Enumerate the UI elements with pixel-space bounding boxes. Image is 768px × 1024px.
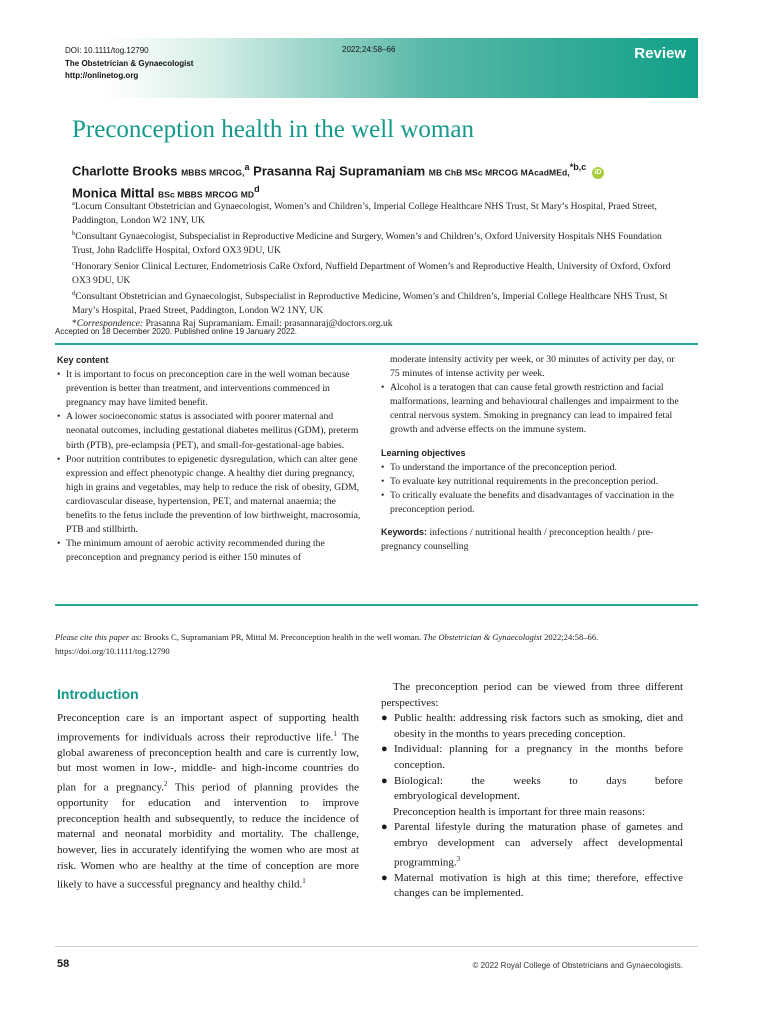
- list-item: [381, 711, 683, 742]
- divider: [55, 604, 698, 606]
- author-name: Prasanna Raj Supramaniam: [253, 163, 426, 179]
- bullet-icon: •: [57, 411, 61, 423]
- list-item-text: To critically evaluate the benefits and disadvantages of vaccination in the preconception period.: [390, 489, 674, 515]
- list-item: [381, 461, 686, 475]
- citation-ref[interactable]: 3: [456, 854, 461, 863]
- list-item-continuation: moderate intensity activity per week, or 30 minutes of activity per day, or 75 minutes of intense activity per week.: [390, 354, 675, 380]
- issue-info: 2022;24:58–66: [342, 45, 396, 54]
- list-item: [57, 537, 363, 565]
- bullet-icon: •: [57, 453, 61, 465]
- footer-divider: [55, 946, 698, 947]
- affiliation-text: Locum Consultant Obstetrician and Gynaecologist, Women’s and Children’s, Imperial College Healthcare NHS Trust, St Mary’s Hospital, Praed Street, Paddington, London W2 1NY, UK: [72, 201, 657, 226]
- bullet-icon: ●: [381, 743, 388, 756]
- bullet-icon: •: [381, 461, 385, 473]
- affiliation: [72, 287, 686, 317]
- word: weeks: [513, 774, 541, 787]
- bullet-icon: ●: [381, 774, 388, 787]
- paragraph-text: Preconception care is an important aspect of supporting health improvements for individuals across their reproductive life.: [57, 712, 359, 744]
- list-item-text: embryological development.: [394, 790, 520, 803]
- paragraph-text: This period of planning provides the opportunity for education and intervention to improve preconception health and subsequently, to reduce the incidence of maternal and neonatal morbidity and mortality. The challenge, however, lies in accurately identifying the women who are most at risk. Women who are healthy at the time of conception are more likely to have a successful pregnancy and healthy child.: [57, 781, 359, 891]
- citation-ref[interactable]: 1: [302, 877, 306, 886]
- key-content-box-right: [381, 353, 686, 554]
- word: days: [606, 774, 627, 787]
- word: Biological:: [394, 774, 443, 787]
- paragraph: [57, 711, 359, 894]
- author-name: Charlotte Brooks: [72, 163, 178, 179]
- keywords-text: infections / nutritional health / preconception health / pre-pregnancy counselling: [381, 527, 654, 553]
- list-item-text: Alcohol is a teratogen that can cause fetal growth restriction and facial malformations, learning and behavioural challenges and impairment to the central nervous system. Smoking in pregnancy can lead to impaired fetal growth and adverse effects on the immune system.: [390, 382, 679, 436]
- list-item: [57, 368, 363, 410]
- list-item: [381, 475, 686, 489]
- intro-body-right: [381, 680, 683, 902]
- citation-ref[interactable]: 1: [333, 729, 337, 738]
- list-item-text: The minimum amount of aerobic activity recommended during the preconception and pregnancy period is either 150 minutes of: [66, 538, 325, 564]
- citation: [55, 630, 695, 658]
- citation-rest[interactable]: 2022;24:58–66. https://doi.org/10.1111/tog.12790: [55, 632, 599, 656]
- journal-header: [55, 38, 698, 98]
- doi-text: DOI: 10.1111/tog.12790: [65, 46, 149, 55]
- bullet-icon: ●: [381, 712, 388, 725]
- list-item-text: To understand the importance of the preconception period.: [390, 461, 617, 473]
- keywords: [381, 525, 686, 554]
- affiliation-sup: b: [72, 230, 76, 237]
- bullet-icon: •: [381, 475, 385, 487]
- list-item: [381, 381, 686, 437]
- list-item-text: To evaluate key nutritional requirements in the preconception period.: [390, 475, 659, 487]
- citation-ref[interactable]: 2: [164, 780, 168, 789]
- author-degrees: MBBS MRCOG,: [181, 167, 245, 178]
- list-item: [381, 742, 683, 773]
- correspondence-prefix: *: [72, 318, 77, 329]
- citation-authors: Brooks C, Supramaniam PR, Mittal M. Preconception health in the well woman.: [141, 632, 424, 642]
- list-item-line: [394, 774, 683, 790]
- list-item-text: Parental lifestyle during the maturation phase of gametes and embryo development can adversely affect developmental programming.: [394, 821, 683, 869]
- correspondence-text: Prasanna Raj Supramaniam. Email: prasannaraj@doctors.org.uk: [143, 318, 393, 329]
- affiliation-text: Consultant Gynaecologist, Subspecialist in Reproductive Medicine and Surgery, Women’s and Children’s, Oxford University Hospitals NHS Foundation Trust, John Radcliffe Hospital, Oxford OX3 9DU, UK: [72, 231, 662, 256]
- divider: [55, 343, 698, 345]
- bullet-icon: ●: [381, 821, 388, 834]
- author-affil-sup: *b,c: [569, 162, 587, 172]
- key-content-box: [57, 353, 363, 565]
- key-content-heading: Key content: [57, 355, 109, 365]
- accepted-date: Accepted on 18 December 2020. Published online 19 January 2022.: [55, 327, 297, 336]
- list-item-text: A lower socioeconomic status is associated with poorer maternal and neonatal outcomes, including gestational diabetes mellitus (GDM), preterm birth (PTB), pre-eclampsia (PET), and small-for-gestational-age babies.: [66, 411, 359, 451]
- list-item-text: Public health: addressing risk factors such as smoking, diet and obesity in the months to years preceding conception.: [394, 712, 683, 740]
- bullet-icon: •: [57, 369, 61, 381]
- paragraph: Preconception health is important for three main reasons:: [393, 805, 646, 818]
- author-degrees: BSc MBBS MRCOG MD: [157, 189, 255, 200]
- bullet-icon: •: [381, 382, 385, 394]
- list-item: [57, 410, 363, 452]
- list-item-text: Individual: planning for a pregnancy in the months before conception.: [394, 743, 683, 771]
- affiliation-sup: d: [72, 290, 76, 297]
- correspondence-label: Correspondence:: [76, 318, 144, 329]
- section-label: Review: [634, 45, 686, 62]
- list-item-text: Maternal motivation is high at this time; therefore, effective changes can be implemented.: [394, 871, 683, 900]
- word: to: [569, 774, 578, 787]
- list-item: [381, 489, 686, 517]
- word: before: [654, 774, 683, 787]
- affiliations: [72, 197, 686, 330]
- author-affil-sup: a: [244, 162, 250, 172]
- bullet-icon: •: [57, 538, 61, 550]
- affiliation-sup: a: [72, 200, 75, 207]
- journal-name: The Obstetrician & Gynaecologist: [65, 58, 194, 68]
- copyright: © 2022 Royal College of Obstetricians and Gynaecologists.: [472, 961, 683, 970]
- list-item-text: Poor nutrition contributes to epigenetic dysregulation, which can alter gene expression and effect phenotypic change. A healthy diet during pregnancy, high in grains and vegetables, may help to reduce the risk of obesity, GDM, cardiovascular disease, hypertension, PET, and maternal anaemia; the benefits to the fetus include the prevention of low birthweight, macrosomia, PTB and stillbirth.: [66, 453, 361, 536]
- affiliation-text: Honorary Senior Clinical Lecturer, Endometriosis CaRe Oxford, Nuffield Department of Women’s and Reproductive Health, University of Oxford, Oxford OX3 9DU, UK: [72, 261, 671, 286]
- affiliation-text: Consultant Obstetrician and Gynaecologist, Subspecialist in Reproductive Medicine, Women’s and Children’s, Imperial College Healthcare NHS Trust, St Mary’s Hospital, Praed Street, Paddington, London W2 1NY, UK: [72, 291, 668, 316]
- section-heading: Introduction: [57, 686, 139, 702]
- bullet-icon: •: [381, 489, 385, 501]
- intro-body-left: [57, 711, 359, 894]
- article-title: Preconception health in the well woman: [72, 116, 474, 143]
- list-item: [381, 820, 683, 870]
- list-item: [57, 453, 363, 538]
- orcid-icon[interactable]: iD: [592, 167, 604, 179]
- citation-prefix: Please cite this paper as:: [55, 632, 142, 642]
- affiliation-sup: c: [72, 260, 75, 267]
- paragraph: The preconception period can be viewed from three different perspectives:: [381, 681, 683, 709]
- learning-objectives-heading: Learning objectives: [381, 447, 466, 458]
- header-meta: [65, 45, 193, 83]
- citation-journal: The Obstetrician & Gynaecologist: [423, 632, 542, 642]
- word: the: [471, 774, 485, 787]
- affiliation: [72, 227, 686, 257]
- author-degrees: MB ChB MSc MRCOG MAcadMEd,: [428, 167, 570, 178]
- list-item-text: It is important to focus on preconception care in the well woman because prevention is better than treatment, and interventions commenced in pregnancy may have limited benefit.: [66, 369, 350, 409]
- bullet-icon: ●: [381, 871, 388, 884]
- author-affil-sup: d: [254, 184, 260, 195]
- affiliation: [72, 197, 686, 227]
- paragraph-text: The global awareness of preconception health and care is currently low, but most women in low-, middle- and high-income countries do plan for a pregnancy.: [57, 731, 359, 794]
- list-item: [381, 871, 683, 902]
- author-name: Monica Mittal: [72, 185, 155, 201]
- list-item: [381, 774, 683, 805]
- page-number: 58: [57, 958, 70, 970]
- keywords-label: Keywords:: [381, 527, 428, 538]
- affiliation: [72, 257, 686, 287]
- journal-url[interactable]: http://onlinetog.org: [65, 71, 139, 80]
